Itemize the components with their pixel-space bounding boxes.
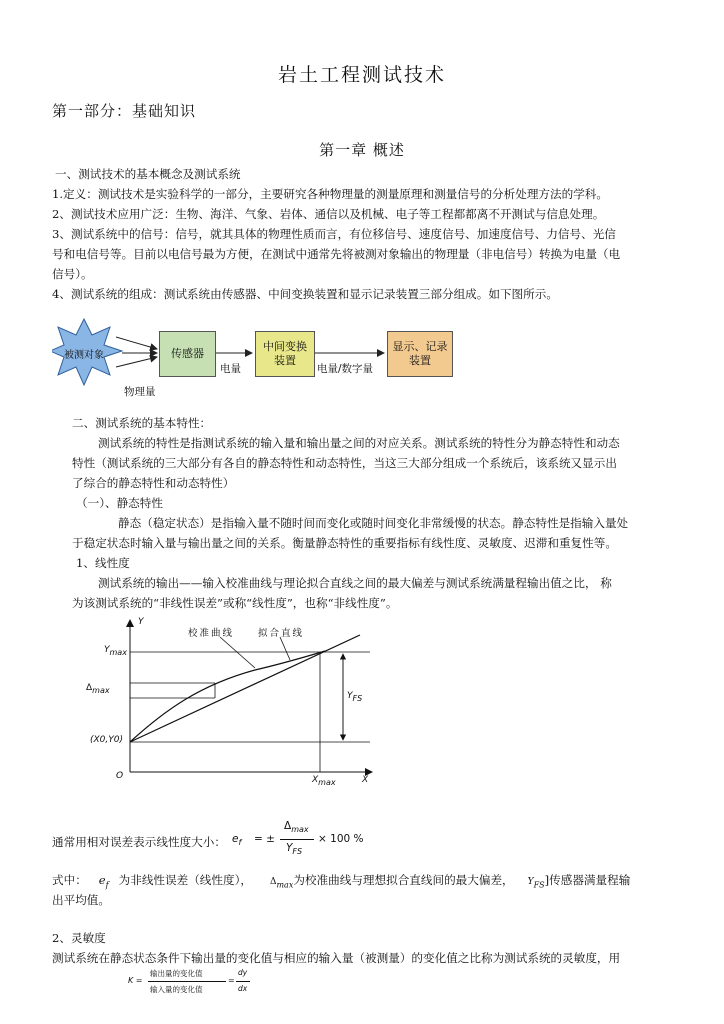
linearity-graph: [80, 615, 380, 795]
formula-ef-symbol: e: [232, 833, 239, 845]
application-item: 2、测试技术应用广泛：生物、海洋、气象、岩体、通信以及机械、电子等工程都都离不开测试与信息处理。: [52, 207, 605, 221]
sensitivity-formula: [128, 966, 258, 1000]
sens-fraction-bar-2: [236, 981, 250, 982]
sensor-label: 传感器: [171, 347, 204, 360]
xmax-sub: max: [318, 777, 336, 787]
delta-symbol: Δ: [86, 683, 93, 693]
formula-den-sub: FS: [292, 847, 303, 857]
sensitivity-definition: 测试系统在静态状态条件下输出量的变化值与相应的输入量（被测量）的变化值之比称为测试系统的灵敏度，用: [52, 951, 621, 965]
yfs-label: [347, 691, 362, 703]
section-1-heading: 一、测试技术的基本概念及测试系统: [55, 167, 241, 181]
physical-quantity-label: 物理量: [124, 386, 156, 398]
display-box-line2: 装置: [409, 354, 431, 367]
display-record-box: [387, 331, 453, 377]
signal-item-line2: 号和电信号等。目前以电信号最为方便，在测试中通常先将被测对象输出的物理量（非电信号）转换为电量（电: [52, 247, 621, 261]
static-heading: （一）、静态特性: [76, 496, 163, 510]
linearity-heading: 1、线性度: [76, 556, 130, 570]
xmax-symbol: X: [312, 775, 319, 785]
where-yfs: Y: [527, 877, 534, 887]
delta-max-label: [86, 683, 110, 695]
electric-label: 电量: [220, 363, 241, 375]
sens-dy: dy: [238, 968, 248, 977]
ymax-sub: max: [109, 647, 127, 657]
formula-num-sub: max: [291, 825, 309, 835]
section-2-line3: 了综合的静态特性和动态特性）: [72, 476, 235, 490]
sens-dx: dx: [238, 984, 248, 993]
where-ef-desc: 为非线性误差（线性度），: [118, 873, 252, 887]
yfs-sub: FS: [352, 693, 363, 703]
formula-num-symbol: Δ: [284, 820, 292, 832]
linearity-graph-lines: [80, 615, 380, 795]
where-line: [52, 870, 630, 895]
where-delta-desc: 为校准曲线与理想拟合直线间的最大偏差，: [293, 873, 514, 887]
linearity-formula: [232, 818, 372, 864]
section-2-heading: 二、测试系统的基本特性：: [72, 416, 212, 430]
origin-label: O: [116, 771, 124, 781]
ymax-symbol: Y: [104, 645, 110, 655]
electric-digital-label: 电量/数字量: [317, 363, 374, 375]
formula-ef: [232, 833, 241, 847]
where-yfs-sub: FS: [533, 880, 545, 890]
where-ef: e: [98, 873, 106, 887]
section-2-line2: 特性（测试系统的三大部分有各自的静态特性和动态特性，当这三大部分组成一个系统后，该系统又显示出: [72, 456, 617, 470]
where-line2: 出平均值。: [52, 893, 110, 907]
where-prefix: 式中：: [52, 873, 87, 887]
sens-fraction-bar-1: [148, 981, 226, 982]
composition-item: 4、测试系统的组成：测试系统由传感器、中间变换装置和显示记录装置三部分组成。如下图所示。: [52, 287, 558, 301]
sens-numerator: 输出量的变化值: [150, 969, 203, 978]
where-delta: Δ: [269, 877, 277, 887]
middle-transform-box: [255, 331, 315, 377]
formula-equals: = ±: [254, 833, 275, 845]
linearity-line2: 为该测试系统的“非线性误差”或称“线性度”，也称“非线性度”。: [72, 596, 398, 610]
where-ef-sub: f: [105, 880, 109, 890]
x0y0-label: (X0,Y0): [90, 735, 123, 745]
definition-item: 1.定义：测试技术是实验科学的一部分，主要研究各种物理量的测量原理和测量信号的分析处理方法的学科。: [52, 187, 608, 201]
ymax-label: [104, 645, 127, 657]
y-axis-label: Y: [138, 617, 144, 627]
calibration-curve-label: 校准曲线: [188, 628, 235, 639]
signal-item-line3: 信号）。: [52, 267, 93, 281]
yfs-symbol: Y: [347, 691, 353, 701]
fit-line-label: 拟合直线: [258, 628, 305, 639]
x-axis-label: X: [362, 775, 369, 785]
delta-sub: max: [92, 685, 110, 695]
xmax-label: [312, 775, 336, 787]
sens-equals: =: [228, 976, 235, 985]
sens-k: K =: [128, 976, 143, 985]
formula-denominator: [286, 842, 302, 856]
signal-item-line1: 3、测试系统中的信号：信号，就其具体的物理性质而言，有位移信号、速度信号、加速度信号、力信号、光信: [52, 227, 616, 241]
formula-ef-sub: f: [238, 838, 242, 848]
where-yfs-desc: ]传感器满量程输: [544, 873, 631, 887]
formula-tail: × 100 %: [318, 833, 364, 845]
fit-line: [130, 635, 360, 742]
sensitivity-heading: 2、灵敏度: [52, 931, 106, 945]
middle-box-line1: 中间变换: [263, 340, 307, 353]
chapter-heading: 第一章 概述: [319, 141, 405, 159]
formula-numerator: [284, 820, 309, 834]
system-flow-diagram: [52, 315, 472, 405]
formula-fraction-bar: [280, 839, 314, 840]
static-line2: 于稳定状态时输入量与输出量之间的关系。衡量静态特性的重要指标有线性度、灵敏度、迟滞和重复性等。: [72, 536, 617, 550]
linearity-line1: 测试系统的输出——输入校准曲线与理论拟合直线之间的最大偏差与测试系统满量程输出值之比， 称: [98, 576, 612, 590]
formula-intro: 通常用相对误差表示线性度大小：: [52, 835, 226, 849]
where-delta-sub: max: [276, 880, 294, 890]
sens-denominator: 输入量的变化值: [150, 985, 203, 994]
section-2-line1: 测试系统的特性是指测试系统的输入量和输出量之间的对应关系。测试系统的特性分为静态特性和动态: [98, 436, 620, 450]
display-box-line1: 显示、记录: [392, 340, 448, 353]
middle-box-line2: 装置: [274, 354, 296, 367]
static-line1: 静态（稳定状态）是指输入量不随时间而变化或随时间变化非常缓慢的状态。静态特性是指输入量处: [118, 516, 629, 530]
part-heading: 第一部分：基础知识: [52, 102, 197, 120]
measured-object-label: 被测对象: [64, 350, 104, 361]
document-title: 岩土工程测试技术: [277, 64, 446, 86]
formula-den-symbol: Y: [286, 842, 293, 854]
sensor-box: [159, 331, 216, 377]
